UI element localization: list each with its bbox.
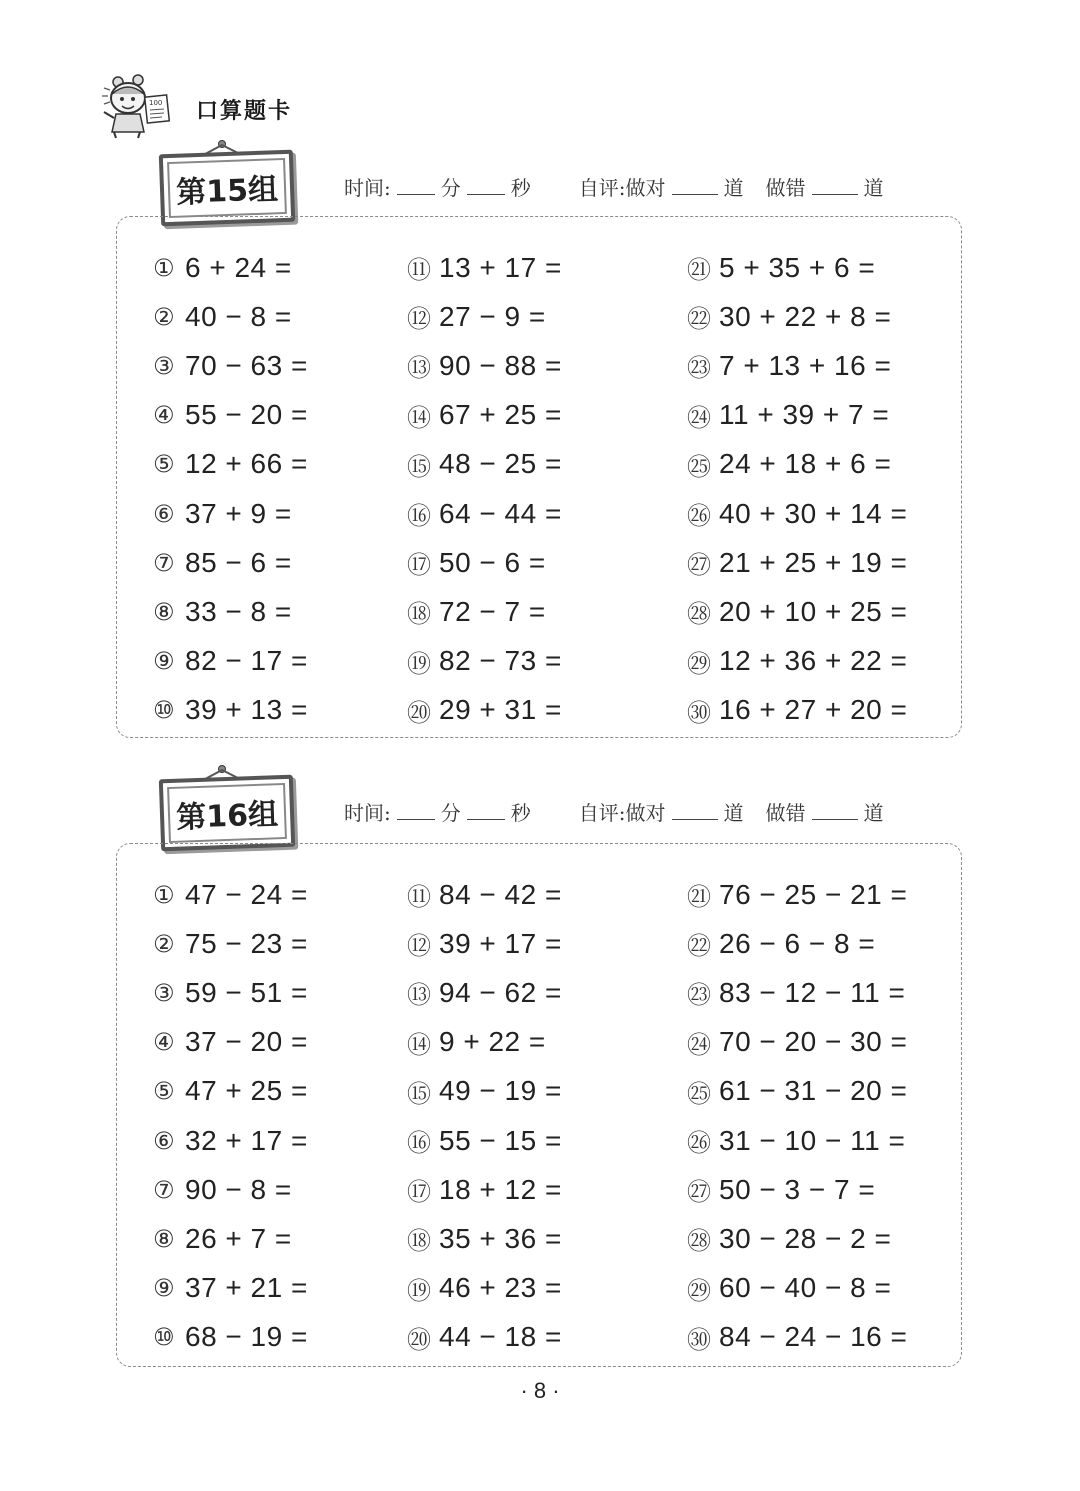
problem-number: ㉘	[687, 600, 711, 629]
problem-number: ⑨	[153, 647, 175, 676]
problem-number: ㉗	[687, 551, 711, 580]
problem-number: ⑰	[407, 551, 431, 580]
problem-number: ⑬	[407, 354, 431, 383]
problem-item	[153, 538, 308, 587]
problem-item	[687, 919, 907, 968]
problem-item	[407, 1116, 562, 1165]
problem-item	[407, 968, 562, 1017]
problems-grid	[117, 217, 961, 737]
problem-expression: 75 − 23 =	[185, 927, 308, 959]
problem-item	[407, 1165, 562, 1214]
problem-number: ⑧	[153, 597, 175, 626]
problem-expression: 49 − 19 =	[439, 1075, 562, 1107]
problem-item	[407, 1018, 562, 1067]
problem-number: ㉗	[687, 1178, 711, 1207]
problem-number: ⑱	[407, 1227, 431, 1256]
problem-number: ⑯	[407, 1129, 431, 1158]
problems-column-2	[407, 243, 562, 735]
problem-item	[407, 292, 562, 341]
problem-number: ⑩	[153, 696, 175, 725]
problem-number: ⑫	[407, 305, 431, 334]
problem-item	[687, 1067, 907, 1116]
problem-item	[153, 686, 308, 735]
problem-expression: 16 + 27 + 20 =	[719, 694, 908, 726]
problem-expression: 29 + 31 =	[439, 694, 562, 726]
problem-expression: 20 + 10 + 25 =	[719, 595, 908, 627]
problem-expression: 40 + 30 + 14 =	[719, 497, 908, 529]
correct-count-blank[interactable]	[672, 176, 718, 195]
problem-item	[407, 391, 562, 440]
problem-number: ⑧	[153, 1224, 175, 1253]
self-eval-label: 自评:做对	[578, 176, 666, 200]
problem-expression: 84 − 24 − 16 =	[719, 1321, 908, 1353]
problem-number: ⑲	[407, 649, 431, 678]
problem-number: ㉚	[687, 1325, 711, 1354]
minutes-blank[interactable]	[397, 801, 435, 820]
problem-expression: 48 − 25 =	[439, 448, 562, 480]
problem-item	[153, 919, 308, 968]
problem-item	[687, 1313, 907, 1362]
problem-number: ⑰	[407, 1178, 431, 1207]
problem-expression: 70 − 20 − 30 =	[719, 1026, 908, 1058]
problem-expression: 21 + 25 + 19 =	[719, 546, 908, 578]
problem-expression: 30 + 22 + 8 =	[719, 300, 892, 332]
problem-item	[687, 1214, 907, 1263]
self-eval-label: 自评:做对	[578, 801, 666, 825]
problem-expression: 67 + 25 =	[439, 399, 562, 431]
problem-item	[153, 1067, 308, 1116]
problem-number: ⑭	[407, 403, 431, 432]
problem-item	[153, 1214, 308, 1263]
problem-expression: 40 − 8 =	[185, 300, 292, 332]
problem-expression: 59 − 51 =	[185, 976, 308, 1008]
problem-number: ④	[153, 1028, 175, 1057]
time-eval-line	[344, 797, 884, 826]
problem-expression: 7 + 13 + 16 =	[719, 349, 892, 381]
problem-number: ㉓	[687, 354, 711, 383]
problem-number: ⑦	[153, 548, 175, 577]
problem-item	[407, 919, 562, 968]
problem-number: ㉓	[687, 981, 711, 1010]
problem-number: ⑱	[407, 600, 431, 629]
problem-item	[153, 391, 308, 440]
problem-item	[687, 1018, 907, 1067]
problem-expression: 13 + 17 =	[439, 251, 562, 283]
problem-item	[407, 587, 562, 636]
problem-expression: 47 + 25 =	[185, 1075, 308, 1107]
problem-expression: 37 + 21 =	[185, 1272, 308, 1304]
problem-number: ㉑	[687, 883, 711, 912]
problem-expression: 47 − 24 =	[185, 878, 308, 910]
group-title: 第15组	[167, 158, 287, 218]
problem-expression: 46 + 23 =	[439, 1272, 562, 1304]
wrong-unit-label: 道	[863, 176, 884, 200]
problem-expression: 12 + 36 + 22 =	[719, 645, 908, 677]
problem-item	[687, 686, 907, 735]
problem-item	[687, 637, 907, 686]
problem-expression: 24 + 18 + 6 =	[719, 448, 892, 480]
wrong-label: 做错	[765, 176, 806, 200]
problem-item	[407, 341, 562, 390]
seconds-blank[interactable]	[467, 176, 505, 195]
minutes-blank[interactable]	[397, 176, 435, 195]
problem-item	[687, 1116, 907, 1165]
problem-item	[687, 440, 907, 489]
seconds-label: 秒	[510, 176, 531, 200]
problem-expression: 31 − 10 − 11 =	[719, 1124, 906, 1156]
problem-number: ②	[153, 302, 175, 331]
problem-number: ①	[153, 880, 175, 909]
problem-number: ㉕	[687, 1079, 711, 1108]
problem-number: ⑮	[407, 452, 431, 481]
problem-item	[687, 1264, 907, 1313]
problem-number: ㉑	[687, 256, 711, 285]
problem-item	[153, 440, 308, 489]
problem-number: ㉔	[687, 1030, 711, 1059]
problems-column-2	[407, 870, 562, 1362]
problem-expression: 70 − 63 =	[185, 349, 308, 381]
correct-count-blank[interactable]	[672, 801, 718, 820]
problem-expression: 35 + 36 =	[439, 1222, 562, 1254]
group-title: 第16组	[167, 783, 287, 843]
problem-expression: 26 + 7 =	[185, 1222, 292, 1254]
minutes-label: 分	[440, 801, 461, 825]
problem-expression: 18 + 12 =	[439, 1173, 562, 1205]
problem-expression: 84 − 42 =	[439, 878, 562, 910]
problem-number: ⑳	[407, 1325, 431, 1354]
girl-mascot-icon	[100, 72, 180, 140]
problems-box	[116, 216, 962, 738]
problem-number: ⑤	[153, 450, 175, 479]
problem-expression: 39 + 13 =	[185, 694, 308, 726]
problem-item	[153, 1264, 308, 1313]
problem-number: ⑮	[407, 1079, 431, 1108]
problem-item	[687, 243, 907, 292]
time-label: 时间:	[344, 801, 391, 825]
problem-number: ②	[153, 929, 175, 958]
problem-number: ⑬	[407, 981, 431, 1010]
problem-expression: 37 − 20 =	[185, 1026, 308, 1058]
problem-item	[407, 1264, 562, 1313]
problem-expression: 68 − 19 =	[185, 1321, 308, 1353]
problem-item	[153, 292, 308, 341]
problem-expression: 6 + 24 =	[185, 251, 292, 283]
problem-item	[687, 587, 907, 636]
problem-expression: 85 − 6 =	[185, 546, 292, 578]
problem-number: ㉕	[687, 452, 711, 481]
problem-item	[687, 292, 907, 341]
problem-number: ⑦	[153, 1175, 175, 1204]
problem-number: ④	[153, 401, 175, 430]
problem-expression: 90 − 88 =	[439, 349, 562, 381]
problem-number: ㉒	[687, 932, 711, 961]
problem-number: ⑥	[153, 499, 175, 528]
time-eval-line	[344, 172, 884, 201]
problem-expression: 12 + 66 =	[185, 448, 308, 480]
problem-item	[153, 489, 308, 538]
problem-number: ⑤	[153, 1077, 175, 1106]
problem-expression: 30 − 28 − 2 =	[719, 1222, 892, 1254]
problems-column-3	[687, 870, 907, 1362]
problem-number: ③	[153, 351, 175, 380]
problem-expression: 32 + 17 =	[185, 1124, 308, 1156]
problem-item	[407, 637, 562, 686]
problem-number: ㉙	[687, 649, 711, 678]
problem-item	[407, 686, 562, 735]
problem-item	[407, 538, 562, 587]
correct-unit-label: 道	[723, 801, 744, 825]
problem-expression: 37 + 9 =	[185, 497, 292, 529]
problem-expression: 39 + 17 =	[439, 927, 562, 959]
problem-number: ㉚	[687, 698, 711, 727]
problems-column-3	[687, 243, 907, 735]
problem-number: ㉔	[687, 403, 711, 432]
problem-number: ㉖	[687, 502, 711, 531]
problem-number: ⑭	[407, 1030, 431, 1059]
time-label: 时间:	[344, 176, 391, 200]
problems-column-1	[153, 870, 308, 1362]
problem-expression: 90 − 8 =	[185, 1173, 292, 1205]
problem-item	[687, 391, 907, 440]
problem-expression: 64 − 44 =	[439, 497, 562, 529]
problem-expression: 9 + 22 =	[439, 1026, 546, 1058]
problem-expression: 76 − 25 − 21 =	[719, 878, 908, 910]
svg-text:100: 100	[149, 99, 163, 107]
problem-number: ⑩	[153, 1323, 175, 1352]
wrong-count-blank[interactable]	[812, 801, 858, 820]
problem-expression: 33 − 8 =	[185, 595, 292, 627]
problem-number: ⑲	[407, 1276, 431, 1305]
group-title-sign	[159, 775, 295, 852]
problem-expression: 11 + 39 + 7 =	[719, 399, 890, 431]
problem-item	[153, 1313, 308, 1362]
problem-item	[687, 870, 907, 919]
problem-number: ㉒	[687, 305, 711, 334]
problem-item	[153, 243, 308, 292]
problem-expression: 72 − 7 =	[439, 595, 546, 627]
problem-item	[687, 538, 907, 587]
minutes-label: 分	[440, 176, 461, 200]
problem-number: ⑥	[153, 1126, 175, 1155]
problem-number: ⑪	[407, 883, 431, 912]
problem-item	[153, 341, 308, 390]
problem-item	[153, 1165, 308, 1214]
problem-item	[407, 1067, 562, 1116]
problem-number: ㉘	[687, 1227, 711, 1256]
problem-expression: 50 − 6 =	[439, 546, 546, 578]
problem-item	[407, 489, 562, 538]
seconds-label: 秒	[510, 801, 531, 825]
problems-box	[116, 843, 962, 1367]
problem-item	[153, 637, 308, 686]
problem-expression: 61 − 31 − 20 =	[719, 1075, 908, 1107]
correct-unit-label: 道	[723, 176, 744, 200]
problem-expression: 44 − 18 =	[439, 1321, 562, 1353]
seconds-blank[interactable]	[467, 801, 505, 820]
page-title: 口算题卡	[196, 99, 293, 124]
problem-number: ⑨	[153, 1274, 175, 1303]
problem-expression: 50 − 3 − 7 =	[719, 1173, 876, 1205]
problem-item	[153, 587, 308, 636]
problem-number: ①	[153, 253, 175, 282]
problem-item	[687, 489, 907, 538]
problem-expression: 94 − 62 =	[439, 976, 562, 1008]
problem-expression: 55 − 15 =	[439, 1124, 562, 1156]
problem-expression: 82 − 17 =	[185, 645, 308, 677]
problem-expression: 55 − 20 =	[185, 399, 308, 431]
problem-expression: 26 − 6 − 8 =	[719, 927, 876, 959]
problem-expression: 82 − 73 =	[439, 645, 562, 677]
problem-item	[407, 870, 562, 919]
problem-item	[407, 1313, 562, 1362]
problem-number: ③	[153, 978, 175, 1007]
wrong-unit-label: 道	[863, 801, 884, 825]
problem-item	[407, 1214, 562, 1263]
problem-expression: 5 + 35 + 6 =	[719, 251, 876, 283]
problem-item	[153, 1018, 308, 1067]
problem-item	[687, 341, 907, 390]
wrong-label: 做错	[765, 801, 806, 825]
problem-expression: 27 − 9 =	[439, 300, 546, 332]
group-title-sign	[159, 150, 295, 227]
problem-number: ㉙	[687, 1276, 711, 1305]
problems-column-1	[153, 243, 308, 735]
problem-item	[407, 243, 562, 292]
problem-item	[407, 440, 562, 489]
problems-grid	[117, 844, 961, 1366]
problem-expression: 60 − 40 − 8 =	[719, 1272, 892, 1304]
problem-item	[687, 968, 907, 1017]
problem-number: ⑳	[407, 698, 431, 727]
problem-number: ㉖	[687, 1129, 711, 1158]
problem-item	[153, 870, 308, 919]
problem-number: ⑯	[407, 502, 431, 531]
page-header	[100, 72, 400, 142]
problem-number: ⑪	[407, 256, 431, 285]
problem-number: ⑫	[407, 932, 431, 961]
wrong-count-blank[interactable]	[812, 176, 858, 195]
page-number: · 8 ·	[520, 1378, 560, 1403]
problem-item	[687, 1165, 907, 1214]
problem-expression: 83 − 12 − 11 =	[719, 976, 906, 1008]
problem-item	[153, 1116, 308, 1165]
problem-item	[153, 968, 308, 1017]
